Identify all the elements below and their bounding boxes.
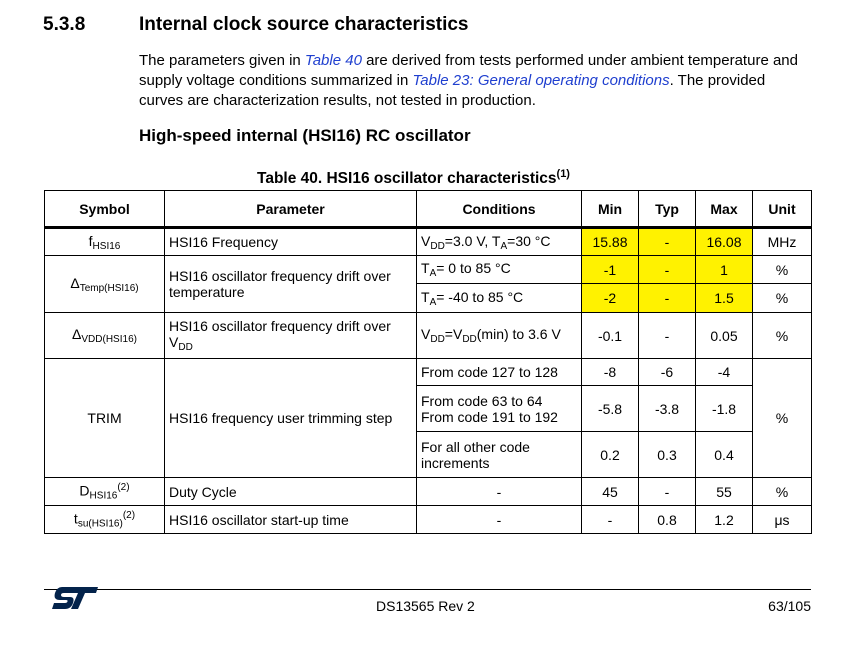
parameter-cell: HSI16 Frequency <box>165 228 417 256</box>
max-cell: 55 <box>696 478 753 506</box>
param-text: HSI16 oscillator frequency drift over V <box>169 318 391 350</box>
table-40-link[interactable]: Table 40 <box>304 52 362 69</box>
conditions-cell: For all other code increments <box>417 432 582 478</box>
max-cell: 16.08 <box>696 228 753 256</box>
param-sub: DD <box>178 342 193 353</box>
symbol-main: Δ <box>70 274 80 291</box>
parameter-cell: HSI16 oscillator frequency drift over temperature <box>165 256 417 313</box>
table-row-trim-1 <box>45 359 812 386</box>
table-header-row <box>45 191 812 228</box>
table-row-frequency <box>45 228 812 256</box>
max-cell: 1 <box>696 256 753 284</box>
typ-cell: - <box>639 284 696 313</box>
symbol-sub: HSI16 <box>92 240 121 252</box>
symbol-main: Δ <box>72 326 82 342</box>
conditions-cell <box>417 284 582 313</box>
conditions-cell: From code 127 to 128 <box>417 359 582 386</box>
min-cell: -5.8 <box>582 386 639 432</box>
typ-cell: - <box>639 478 696 506</box>
min-cell: -8 <box>582 359 639 386</box>
symbol-sub: VDD(HSI16) <box>81 334 137 345</box>
unit-cell: % <box>753 359 812 478</box>
cond-sub: A <box>500 240 508 252</box>
cond-text: = -40 to 85 °C <box>436 288 524 305</box>
cond-text: =3.0 V, T <box>444 232 501 249</box>
symbol-main: D <box>79 482 90 499</box>
typ-cell: - <box>639 256 696 284</box>
footer-divider <box>44 589 811 590</box>
cond-sub: DD <box>430 240 445 252</box>
typ-cell: -3.8 <box>639 386 696 432</box>
conditions-cell <box>417 313 582 359</box>
max-cell: -1.8 <box>696 386 753 432</box>
symbol-sub: HSI16 <box>89 490 118 502</box>
section-number: 5.3.8 <box>43 14 86 35</box>
intro-text-3: . The provided curves are characterization results, not tested in production. <box>139 72 766 109</box>
symbol-trim: TRIM <box>45 359 165 478</box>
parameter-cell <box>165 313 417 359</box>
intro-text-1: The parameters given in <box>139 52 305 69</box>
max-cell: 1.5 <box>696 284 753 313</box>
footer-page-number: 63/105 <box>768 598 811 614</box>
typ-cell: 0.3 <box>639 432 696 478</box>
min-cell: 0.2 <box>582 432 639 478</box>
hsi16-characteristics-table <box>44 190 812 534</box>
cond-sub: DD <box>430 334 445 345</box>
table-row-vdd-drift <box>45 313 812 359</box>
table-caption-text: Table 40. HSI16 oscillator characteristics <box>257 170 557 188</box>
unit-cell: % <box>753 478 812 506</box>
header-typ: Typ <box>639 191 696 228</box>
min-cell: - <box>582 506 639 534</box>
table-row-startup-time <box>45 506 812 534</box>
unit-cell: MHz <box>753 228 812 256</box>
unit-cell: % <box>753 284 812 313</box>
conditions-cell: - <box>417 506 582 534</box>
conditions-cell <box>417 228 582 256</box>
cond-sub: DD <box>462 334 477 345</box>
symbol-fhsi16 <box>45 228 165 256</box>
max-cell: 1.2 <box>696 506 753 534</box>
cond-text: V <box>421 232 431 249</box>
header-symbol: Symbol <box>45 191 165 228</box>
typ-cell: - <box>639 228 696 256</box>
header-conditions: Conditions <box>417 191 582 228</box>
st-logo-icon <box>52 585 100 616</box>
cond-text: = 0 to 85 °C <box>436 260 511 276</box>
symbol-dhsi16 <box>45 478 165 506</box>
max-cell: 0.4 <box>696 432 753 478</box>
min-cell: 45 <box>582 478 639 506</box>
symbol-sub: Temp(HSI16) <box>79 282 139 294</box>
typ-cell: 0.8 <box>639 506 696 534</box>
subsection-title: High-speed internal (HSI16) RC oscillator <box>139 126 471 145</box>
typ-cell: - <box>639 313 696 359</box>
table-row-temp-drift-1 <box>45 256 812 284</box>
conditions-cell: - <box>417 478 582 506</box>
header-unit: Unit <box>753 191 812 228</box>
min-cell: -1 <box>582 256 639 284</box>
unit-cell: % <box>753 313 812 359</box>
cond-text: =V <box>444 326 463 342</box>
header-max: Max <box>696 191 753 228</box>
cond-sub: A <box>429 296 437 308</box>
symbol-main: t <box>73 510 78 527</box>
section-title: Internal clock source characteristics <box>139 14 469 35</box>
conditions-cell <box>417 256 582 284</box>
max-cell: -4 <box>696 359 753 386</box>
intro-paragraph <box>139 51 809 111</box>
unit-cell: μs <box>753 506 812 534</box>
parameter-cell: Duty Cycle <box>165 478 417 506</box>
header-min: Min <box>582 191 639 228</box>
symbol-sub: su(HSI16) <box>77 518 123 530</box>
symbol-delta-temp <box>45 256 165 313</box>
intro-text-2: are derived from tests performed under ambient temperature and supply voltage conditions summarized in <box>139 52 798 89</box>
cond-text: T <box>421 260 430 276</box>
conditions-cell: From code 63 to 64 From code 191 to 192 <box>417 386 582 432</box>
header-parameter: Parameter <box>165 191 417 228</box>
cond-text: (min) to 3.6 V <box>476 326 561 342</box>
symbol-delta-vdd <box>45 313 165 359</box>
min-cell: 15.88 <box>582 228 639 256</box>
cond-text: T <box>421 288 430 305</box>
symbol-tsu <box>45 506 165 534</box>
min-cell: -2 <box>582 284 639 313</box>
table-caption-note: (1) <box>556 168 570 180</box>
table-23-link[interactable]: Table 23: General operating conditions <box>412 72 670 89</box>
symbol-note: (2) <box>122 509 136 521</box>
symbol-note: (2) <box>117 481 130 493</box>
parameter-cell: HSI16 frequency user trimming step <box>165 359 417 478</box>
cond-text: V <box>421 326 431 342</box>
parameter-cell: HSI16 oscillator start-up time <box>165 506 417 534</box>
symbol-main: f <box>88 232 93 249</box>
min-cell: -0.1 <box>582 313 639 359</box>
unit-cell: % <box>753 256 812 284</box>
cond-sub: A <box>429 268 437 279</box>
footer-doc-id: DS13565 Rev 2 <box>376 598 475 614</box>
cond-text: =30 °C <box>507 232 551 249</box>
table-row-duty-cycle <box>45 478 812 506</box>
max-cell: 0.05 <box>696 313 753 359</box>
typ-cell: -6 <box>639 359 696 386</box>
table-caption <box>257 168 570 188</box>
